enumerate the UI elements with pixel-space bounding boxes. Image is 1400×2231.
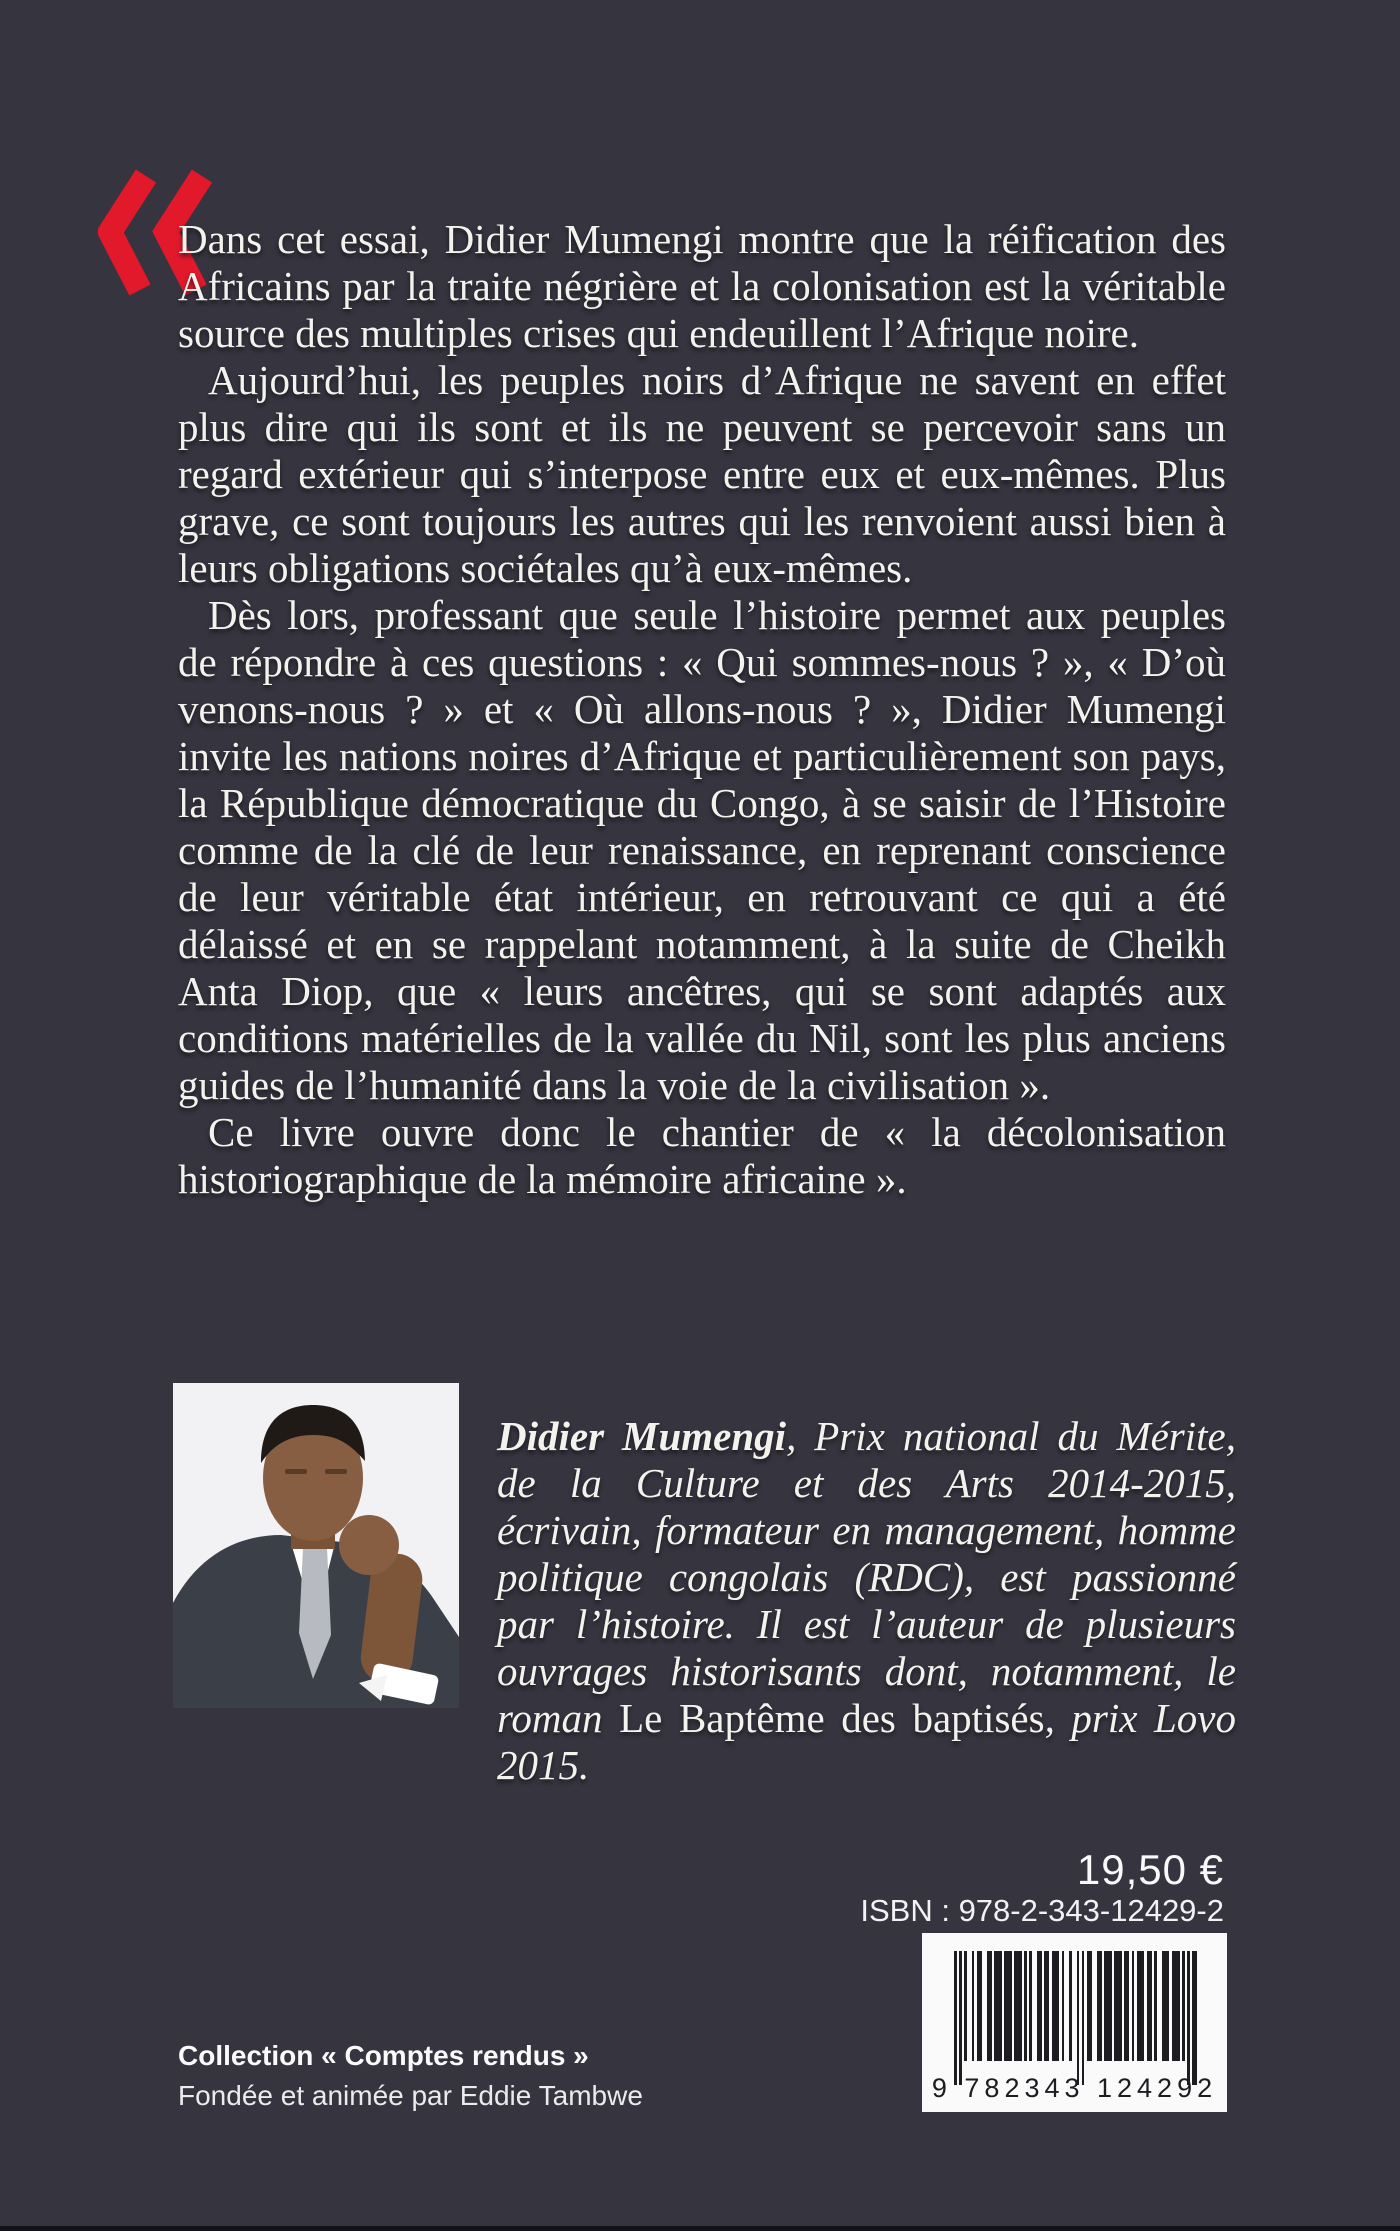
author-bio — [497, 1413, 1236, 1789]
isbn-label: ISBN : 978-2-343-12429-2 — [860, 1893, 1224, 1928]
collection-title: Collection « Comptes rendus » — [178, 2040, 589, 2071]
author-bio-text: , Prix national du Mérite, de la Culture et des Arts 2014-2015, écrivain, formateur en management, homme politique congolais (RDC), est passionné par l’histoire. Il est l’auteur de plusieurs ouvrages historisants dont, notamment, le roman — [497, 1413, 1236, 1741]
cover-bottom-edge — [0, 2226, 1400, 2231]
barcode-number: 9 782343 124292 — [931, 2073, 1218, 2103]
collection-subtitle: Fondée et animée par Eddie Tambwe — [178, 2080, 643, 2111]
author-photo — [173, 1383, 459, 1708]
synopsis-paragraph: Aujourd’hui, les peuples noirs d’Afrique ne savent en effet plus dire qui ils sont et ils ne peuvent se percevoir sans un regard extérieur qui s’interpose entre eux et eux-mêmes. Plus grave, ce sont toujours les autres qui les renvoient aussi bien à leurs obligations sociétales qu’à eux-mêmes. — [178, 357, 1226, 591]
collection-block — [178, 2040, 643, 2112]
price-label: 19,50 € — [1076, 1846, 1224, 1893]
book-title: Le Baptême des baptisés — [619, 1695, 1045, 1741]
barcode — [922, 1933, 1227, 2112]
synopsis — [178, 216, 1226, 1203]
synopsis-paragraph: Ce livre ouvre donc le chantier de « la décolonisation historiographique de la mémoire africaine ». — [178, 1109, 1226, 1202]
author-name: Didier Mumengi — [497, 1413, 787, 1459]
barcode-bars — [954, 1951, 1198, 2085]
synopsis-paragraph: Dès lors, professant que seule l’histoire permet aux peuples de répondre à ces questions : « Qui sommes-nous ? », « D’où venons-nous ? » et « Où allons-nous ? », Didier Mumengi invite les nations noires d’Afrique et particulièrement son pays, la République démocratique du Congo, à se saisir de l’Histoire comme de la clé de leur renaissance, en reprenant conscience de leur véritable état intérieur, en retrouvant ce qui a été délaissé et en se rappelant notamment, à la suite de Cheikh Anta Diop, que « leurs ancêtres, qui se sont adaptés aux conditions matérielles de la vallée du Nil, sont les plus anciens guides de l’humanité dans la voie de la civilisation ». — [178, 592, 1226, 1108]
author-bio-tail: , prix Lovo 2015. — [497, 1695, 1237, 1788]
synopsis-paragraph: Dans cet essai, Didier Mumengi montre que la réification des Africains par la traite négrière et la colonisation est la véritable source des multiples crises qui endeuillent l’Afrique noire. — [178, 216, 1226, 356]
